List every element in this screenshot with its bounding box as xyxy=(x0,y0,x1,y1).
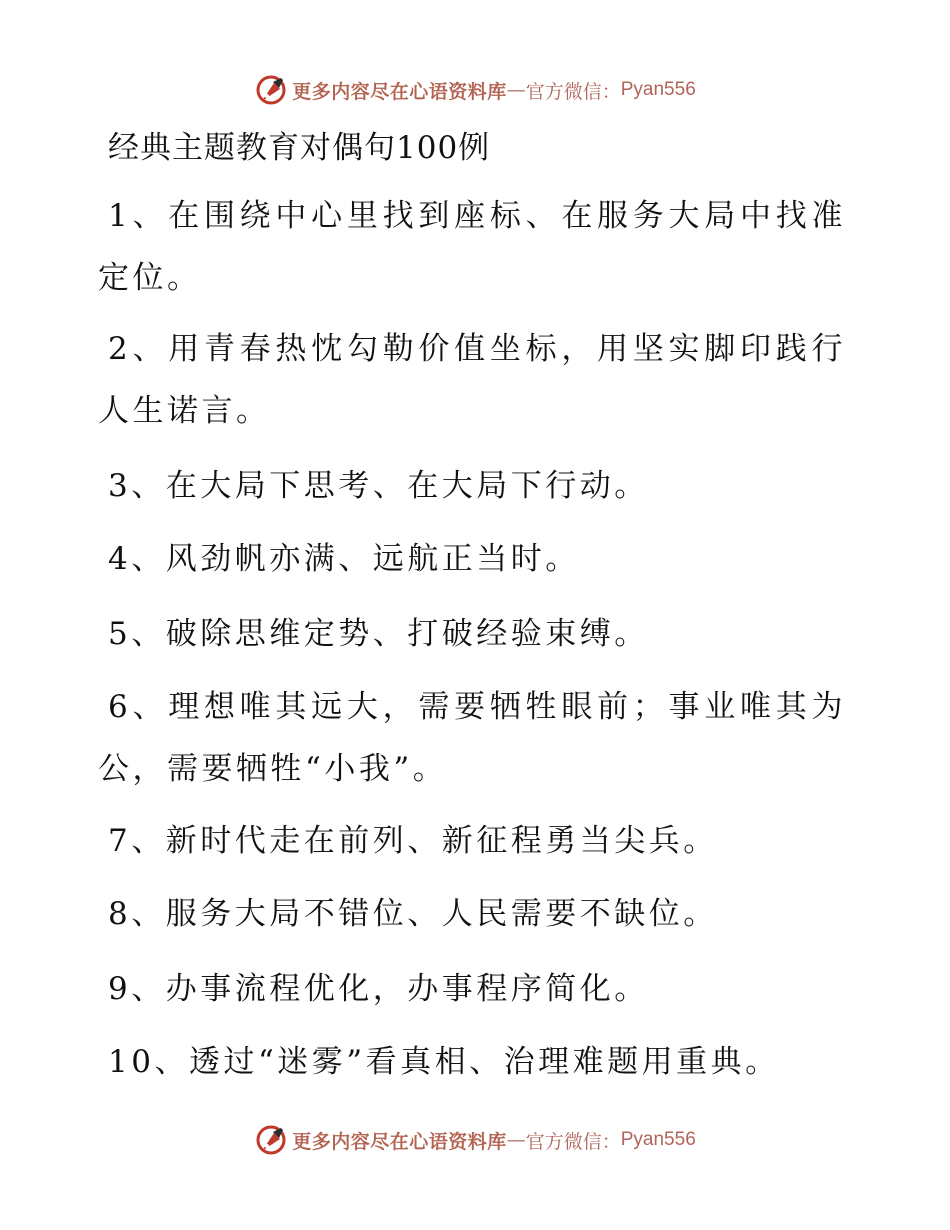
entry-8: 8、服务大局不错位、人民需要不缺位。 xyxy=(108,896,718,932)
banner-wechat-id: Pyan556 xyxy=(620,79,696,100)
entry-5: 5、破除思维定势、打破经验束缚。 xyxy=(108,616,649,652)
footer-banner xyxy=(0,1120,950,1160)
banner-dash: — xyxy=(506,1129,526,1151)
entry-10: 10、透过“迷雾”看真相、治理难题用重典。 xyxy=(108,1044,780,1080)
entry-3: 3、在大局下思考、在大局下行动。 xyxy=(108,468,649,504)
entry-2: 2、用青春热忱勾勒价值坐标，用坚实脚印践行人生诺言。 xyxy=(98,331,846,429)
banner-sub-text: 官方微信： xyxy=(525,80,621,103)
entry-4: 4、风劲帆亦满、远航正当时。 xyxy=(108,541,580,577)
entry-7: 7、新时代走在前列、新征程勇当尖兵。 xyxy=(108,823,718,859)
banner-main-text: 更多内容尽在心语资料库 xyxy=(292,1130,507,1153)
pen-nib-logo-icon xyxy=(254,1123,288,1157)
entry-6: 6、理想唯其远大，需要牺牲眼前；事业唯其为公，需要牺牲“小我”。 xyxy=(98,689,846,787)
entry-9: 9、办事流程优化，办事程序简化。 xyxy=(108,971,649,1007)
banner-dash: — xyxy=(506,79,526,101)
banner-wechat-id: Pyan556 xyxy=(620,1129,696,1150)
banner-sub-text: 官方微信： xyxy=(525,1130,621,1153)
banner-main-text: 更多内容尽在心语资料库 xyxy=(292,80,507,103)
entry-1: 1、在围绕中心里找到座标、在服务大局中找准定位。 xyxy=(98,198,846,296)
document-title: 经典主题教育对偶句100例 xyxy=(108,130,491,166)
banner-text xyxy=(292,1127,696,1154)
